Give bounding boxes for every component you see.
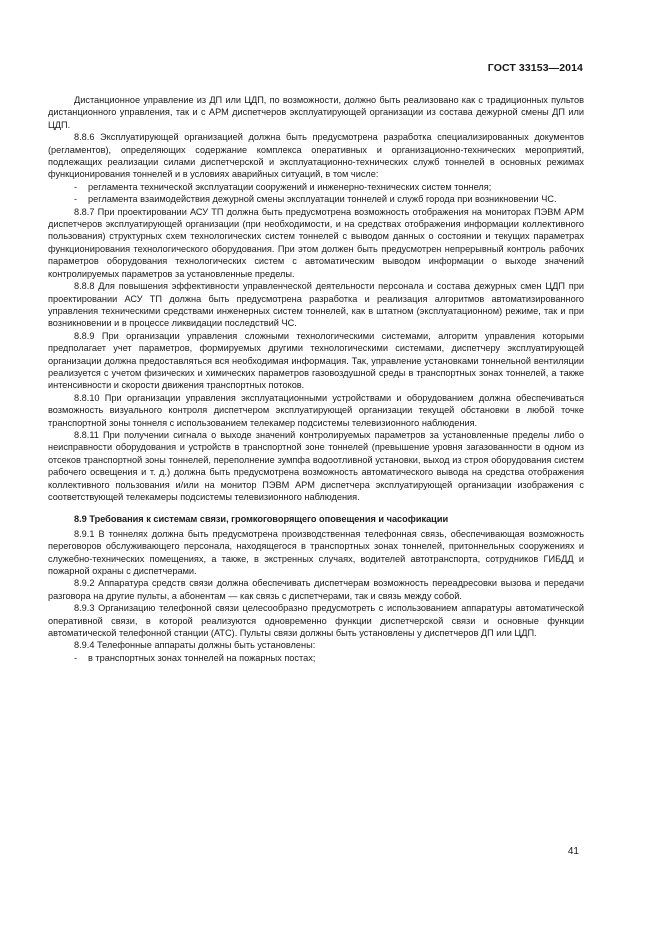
paragraph-remote-control: Дистанционное управление из ДП или ЦДП, по возможности, должно быть реализовано как с традиционных пультов дистанционного управления, так и с АРМ диспетчеров эксплуатирующей организации из состава дежурной смены ДП или ЦДП. (48, 95, 584, 130)
list-item-text: регламента взаимодействия дежурной смены эксплуатации тоннелей и служб города при возникновении ЧС. (88, 194, 557, 205)
dash-marker: - (74, 181, 78, 192)
paragraph-8-9-2: 8.9.2 Аппаратура средств связи должна обеспечивать диспетчерам возможность переадресовки вызова и передачи разговора на другие пульты, а абонентам — как связь с диспетчерами, так и связь между собой. (48, 578, 584, 601)
list-item-text: регламента технической эксплуатации сооружений и инженерно-технических систем тоннеля; (88, 181, 492, 192)
paragraph-8-9-3: 8.9.3 Организацию телефонной связи целесообразно предусмотреть с использованием аппаратуры автоматической оперативной связи, в которой реализуются одновременно функции диспетчерской связи и основные функции автоматической телефонной станции (АТС). Пульты связи должны быть установлены у диспетчеров ДП или ЦДП. (48, 603, 584, 639)
standard-header: ГОСТ 33153—2014 (487, 62, 583, 74)
list-item (48, 652, 584, 664)
paragraph-8-9-1: 8.9.1 В тоннелях должна быть предусмотрена производственная телефонная связь, обеспечивающая возможность переговоров обслуживающего персонала, находящегося в транспортных зонах тоннелей, притоннельных сооружениях и служебно-технических помещениях, а также, в экстренных случаях, водителей автотранспорта, сотрудников ГИБДД и пожарной охраны с диспетчерами. (48, 528, 584, 577)
list-item (48, 181, 584, 193)
document-body (48, 94, 584, 664)
page-number: 41 (567, 846, 579, 857)
paragraph-8-8-11: 8.8.11 При получении сигнала о выходе значений контролируемых параметров за установленные пределы либо о неисправности оборудования и устройств в транспортной зоне тоннелей (превышение уровня загазованности в одном из отсеков транспортной зоны тоннелей, переполнение зумпфа водоотливной установки, выход из строя оборудования систем рабочего освещения и т. д.) должна быть предусмотрена возможность автоматического вывода на средства отображения коллективного пользования и/или на монитор ПЭВМ АРМ диспетчера эксплуатирующей организации изображения с соответствующей телекамеры подсистемы телевизионного наблюдения. (48, 429, 584, 502)
paragraph-8-8-10: 8.8.10 При организации управления эксплуатационными устройствами и оборудованием должна обеспечиваться возможность визуального контроля диспетчером эксплуатирующей организации текущей обстановки в любой точке транспортной зоны тоннеля с использованием телекамер подсистемы телевизионного наблюдения. (48, 392, 584, 428)
section-heading-8-9: 8.9 Требования к системам связи, громкоговорящего оповещения и часофикации (74, 514, 449, 525)
paragraph-8-8-8: 8.8.8 Для повышения эффективности управленческой деятельности персонала и состава дежурных смен ЦДП при проектировании АСУ ТП должна быть предусмотрена разработка и реализация алгоритмов автоматизированного управления техническими средствами инженерных систем тоннелей, как в штатном (эксплуатационном) режиме, так и при возникновении и в процессе ликвидации последствий ЧС. (48, 281, 584, 329)
paragraph-8-8-6: 8.8.6 Эксплуатирующей организацией должна быть предусмотрена разработка специализированных документов (регламентов), определяющих содержание комплекса оперативных и организационно-технических мероприятий, подлежащих реализации силами диспетчерской и эксплуатационно-технических служб тоннелей в основных режимах функционирования тоннелей и в условиях аварийных ситуаций, в том числе: (48, 132, 584, 180)
list-item-text: в транспортных зонах тоннелей на пожарных постах; (88, 652, 316, 663)
paragraph-8-8-9: 8.8.9 При организации управления сложными технологическими системами, алгоритм управления которыми предполагает учет параметров, формируемых другими технологическими системами, диспетчеру эксплуатирующей организации должна предоставляться вся необходимая информация. Так, управление установками тоннельной вентиляции реализуется с учетом физических и химических параметров газовоздушной среды в транспортных зонах тоннелей, а также интенсивности и скорости движения транспортных потоков. (48, 330, 584, 391)
paragraph-8-8-7: 8.8.7 При проектировании АСУ ТП должна быть предусмотрена возможность отображения на мониторах ПЭВМ АРМ диспетчеров эксплуатирующей организации (при необходимости, и на средствах отображения информации коллективного пользования) структурных схем технологических систем тоннелей с выводом данных о состоянии и текущих параметрах функционирования технологического оборудования. При этом должен быть предусмотрен непрерывный контроль рабочих параметров оборудования технологических систем с автоматическим выводом информации о выходе значений контролируемых параметров за установленные пределы. (48, 206, 584, 279)
dash-marker: - (74, 194, 78, 205)
paragraph-8-9-4: 8.9.4 Телефонные аппараты должны быть установлены: (74, 640, 316, 651)
list-item (48, 193, 584, 205)
dash-marker: - (74, 652, 78, 663)
